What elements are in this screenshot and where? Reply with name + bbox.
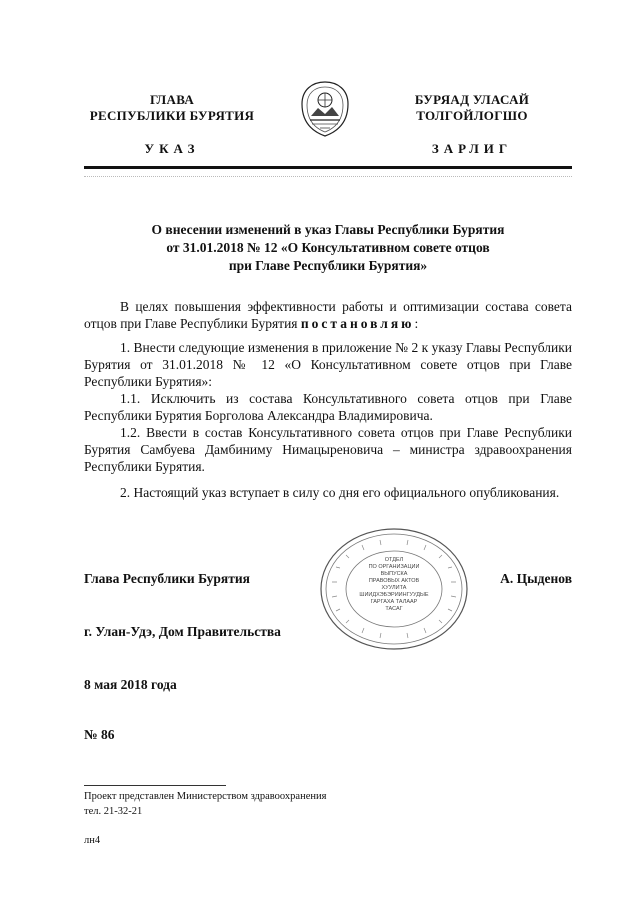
title-line2: от 31.01.2018 № 12 «О Консультативном совете отцов [166, 240, 490, 255]
decree-label-right: ЗАРЛИГ [431, 141, 513, 156]
signatory-name: А. Цыденов [500, 571, 572, 586]
stamp-line1: ОТДЕЛ [384, 557, 404, 563]
issuer-left [84, 92, 260, 124]
item-2: 2. Настоящий указ вступает в силу со дня его официального опубликования. [120, 485, 560, 500]
stamp-line8: ТАСАГ [385, 606, 403, 612]
issuer-right [384, 92, 560, 124]
stamp-line2: ПО ОРГАНИЗАЦИИ [368, 564, 420, 570]
footer-code: лн4 [84, 835, 101, 846]
issuer-right-line1: БУРЯАД УЛАСАЙ [414, 92, 530, 107]
stamp-text [358, 557, 430, 613]
header-dotted-rule [84, 176, 572, 177]
decree-label-left: УКАЗ [144, 141, 200, 156]
footer-phone: тел. 21-32-21 [84, 806, 143, 817]
footer-note [84, 789, 326, 819]
stamp-line4: ПРАВОВЫХ АКТОВ [368, 578, 420, 584]
stamp-line6: ШИИДХЭБЭРИИНГУУДЫЕ [359, 592, 429, 598]
footer-prepared-by: Проект представлен Министерством здравоохранения [84, 791, 327, 802]
intro-end: : [414, 316, 419, 331]
item-1: 1. Внести следующие изменения в приложение № 2 к указу Главы Республики Бурятия от 31.01.2018 № 12 «О Консультативном совете отцов при Главе Республики Бурятия»: [84, 340, 572, 389]
issuer-left-line1: ГЛАВА [149, 92, 195, 107]
signing-date: 8 мая 2018 года [84, 677, 177, 692]
intro-paragraph [84, 298, 572, 332]
signing-place: г. Улан-Удэ, Дом Правительства [84, 624, 281, 639]
signatory-position: Глава Республики Бурятия [84, 571, 250, 586]
item-1-2: 1.2. Ввести в состав Консультативного совета отцов при Главе Республики Бурятия Самбуева Дамбиниму Нимацыреновича – министра здравоохранения Республики Бурятия. [84, 425, 572, 474]
title-line1: О внесении изменений в указ Главы Республики Бурятия [151, 222, 505, 237]
official-stamp [318, 527, 470, 652]
header-rule [84, 166, 572, 169]
item-1-1: 1.1. Исключить из состава Консультативного совета отцов при Главе Республики Бурятия Борголова Александра Владимировича. [84, 391, 572, 423]
document-title [100, 221, 556, 275]
title-line3: при Главе Республики Бурятия» [228, 258, 428, 273]
stamp-line3: ВЫПУСКА [380, 571, 408, 577]
stamp-line5: ХУУЛИТА [381, 585, 407, 591]
decree-number: № 86 [84, 727, 115, 742]
emblem-icon [298, 78, 352, 140]
resolve-word: постановляю [300, 316, 415, 331]
document-body [84, 298, 572, 501]
coat-of-arms-emblem [298, 78, 352, 140]
intro-text: В целях повышения эффективности работы и оптимизации состава совета отцов при Главе Республики Бурятия [84, 299, 572, 331]
footer-rule [84, 785, 226, 786]
issuer-right-line2: ТОЛГОЙЛОГШО [416, 108, 528, 123]
issuer-left-line2: РЕСПУБЛИКИ БУРЯТИЯ [89, 108, 255, 123]
stamp-line7: ГАРГАХА ТАЛААР [370, 599, 418, 605]
